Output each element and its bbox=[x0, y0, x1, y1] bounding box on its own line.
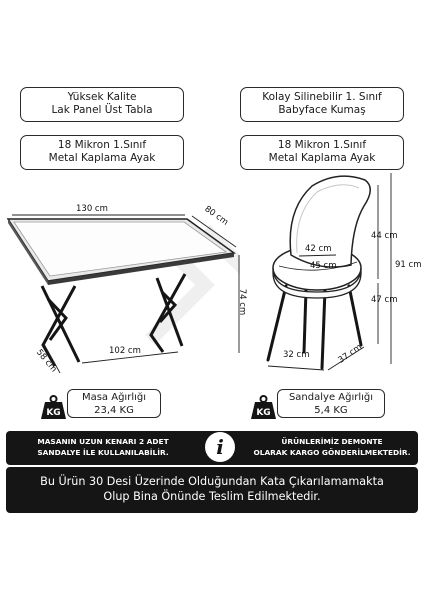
table-leg-spec-line2: Metal Kaplama Ayak bbox=[48, 152, 156, 164]
chair-leg-spec-line1: 18 Mikron 1.Sınıf bbox=[277, 139, 367, 151]
chair-back-height-label: 44 cm bbox=[371, 231, 398, 241]
table-leg-spec-line1: 18 Mikron 1.Sınıf bbox=[57, 139, 147, 151]
kg-weight-icon bbox=[250, 395, 277, 420]
chair-base-depth-label: 37 cm bbox=[336, 342, 364, 366]
chair-seat-width-label: 45 cm bbox=[310, 261, 337, 271]
table-top-spec-box bbox=[20, 87, 184, 122]
table-width-label: 80 cm bbox=[202, 204, 230, 228]
chair-base-width-label: 32 cm bbox=[283, 350, 310, 360]
dim-line-chair-base-width bbox=[268, 366, 324, 370]
table-weight-badge bbox=[67, 389, 161, 418]
table-length-label: 130 cm bbox=[76, 204, 108, 214]
shipping-notice bbox=[251, 436, 413, 458]
table-leg-span-label: 102 cm bbox=[109, 346, 141, 356]
chair-total-height-label: 91 cm bbox=[395, 260, 422, 270]
chair-weight-label: Sandalye Ağırlığı bbox=[288, 392, 374, 403]
seating-notice-line2: SANDALYE İLE KULLANILABİLİR. bbox=[37, 448, 169, 457]
delivery-notice-bar bbox=[6, 467, 418, 513]
info-icon: i bbox=[205, 432, 235, 462]
delivery-notice-line1: Bu Ürün 30 Desi Üzerinde Olduğundan Kata Çıkarılamamakta bbox=[40, 475, 384, 488]
chair-weight-value: 5,4 KG bbox=[314, 404, 348, 416]
table-weight-label: Masa Ağırlığı bbox=[81, 392, 147, 403]
chair-weight-badge bbox=[277, 389, 385, 418]
table-top-spec-line2: Lak Panel Üst Tabla bbox=[51, 104, 153, 116]
shipping-notice-line2: OLARAK KARGO GÖNDERİLMEKTEDİR. bbox=[253, 448, 411, 457]
chair-seat-height-label: 47 cm bbox=[371, 295, 398, 305]
chair-fabric-spec-box bbox=[240, 87, 404, 122]
table-leg-spec-box bbox=[20, 135, 184, 170]
seating-notice-line1: MASANIN UZUN KENARI 2 ADET bbox=[37, 437, 169, 446]
chair-illustration bbox=[240, 170, 424, 390]
table-height-label: 74 cm bbox=[237, 288, 248, 316]
table-weight-value: 23,4 KG bbox=[94, 404, 134, 416]
seating-notice bbox=[14, 436, 192, 458]
table-leg-depth-label: 58 cm bbox=[33, 347, 59, 375]
kg-icon-text: KG bbox=[256, 408, 271, 418]
table-top-spec-line1: Yüksek Kalite bbox=[67, 91, 137, 103]
chair-seat-inner-label: 42 cm bbox=[305, 244, 332, 254]
chair-leg-spec-line2: Metal Kaplama Ayak bbox=[268, 152, 376, 164]
kg-icon-text: KG bbox=[46, 408, 61, 418]
chair-fabric-spec-line2: Babyface Kumaş bbox=[278, 104, 366, 116]
chair-fabric-spec-line1: Kolay Silinebilir 1. Sınıf bbox=[262, 91, 382, 103]
kg-weight-icon bbox=[40, 395, 67, 420]
chair-leg-spec-box bbox=[240, 135, 404, 170]
notice-bar bbox=[6, 431, 418, 465]
shipping-notice-line1: ÜRÜNLERİMİZ DEMONTE bbox=[281, 437, 383, 446]
delivery-notice-line2: Olup Bina Önünde Teslim Edilmektedir. bbox=[103, 490, 321, 503]
